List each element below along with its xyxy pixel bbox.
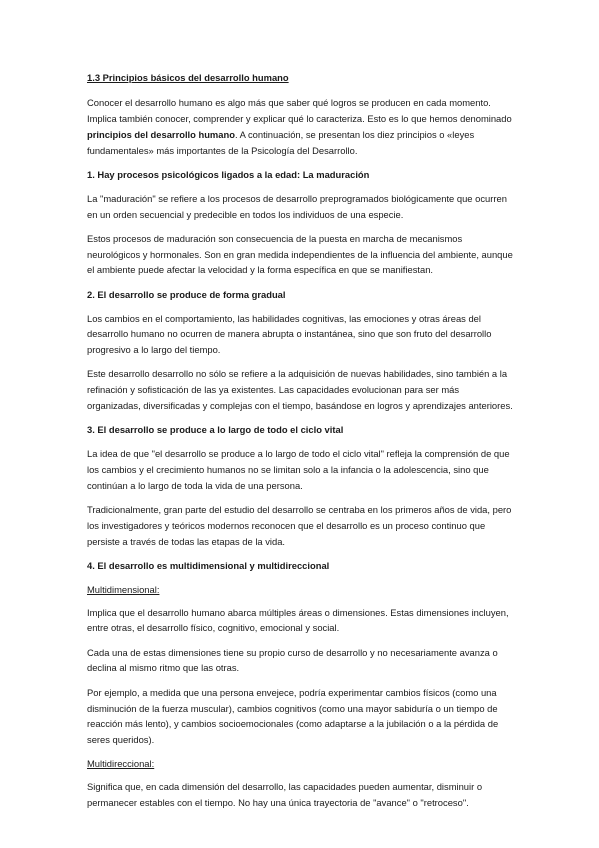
principle-2-heading: 2. El desarrollo se produce de forma gradual	[87, 288, 286, 300]
principle-4-paragraph-3: Por ejemplo, a medida que una persona envejece, podría experimentar cambios físicos (como una disminución de la fuerza muscular), cambios cognitivos (como una mayor sabiduría o un tiempo de reacción más lento), y cambios socioemocionales (como adaptarse a la jubilación o a la pérdida de seres queridos).	[87, 686, 499, 746]
document-page	[87, 70, 513, 819]
principle-2-paragraph-1: Los cambios en el comportamiento, las habilidades cognitivas, las emociones y otras áreas del desarrollo humano no ocurren de manera abrupta o instantánea, sino que son fruto del desarrollo progresivo a lo largo del tiempo.	[87, 312, 492, 356]
principle-1-paragraph-2: Estos procesos de maduración son consecuencia de la puesta en marcha de mecanismos neurológicos y hormonales. Son en gran medida independientes de la influencia del ambiente, aunque el ambiente puede afectar la velocidad y la forma específica en que se manifiestan.	[87, 232, 513, 276]
section-title: 1.3 Principios básicos del desarrollo humano	[87, 72, 289, 83]
principle-1-heading: 1. Hay procesos psicológicos ligados a la edad: La maduración	[87, 168, 370, 180]
principle-3-paragraph-2: Tradicionalmente, gran parte del estudio del desarrollo se centraba en los primeros años de vida, pero los investigadores y teóricos modernos reconocen que el desarrollo es un proceso continuo que persiste a través de todas las etapas de la vida.	[87, 504, 512, 547]
principle-4-heading: 4. El desarrollo es multidimensional y multidireccional	[87, 559, 330, 571]
principle-2-paragraph-2: Este desarrollo desarrollo no sólo se refiere a la adquisición de nuevas habilidades, sino también a la refinación y sofisticación de las ya existentes. Las capacidades evolucionan para ser más organizadas, diversificadas y complejas con el tiempo, basándose en logros y aprendizajes anteriores.	[87, 368, 513, 412]
principle-3-paragraph-1: La idea de que "el desarrollo se produce a lo largo de todo el ciclo vital" refleja la comprensión de que los cambios y el crecimiento humanos no se limitan solo a la infancia o la adolescencia, sino que continúan a lo largo de toda la vida de una persona.	[87, 448, 510, 491]
multidireccional-subheading: Multidireccional:	[87, 758, 155, 770]
multidimensional-subheading: Multidimensional:	[87, 583, 160, 595]
principle-3-heading: 3. El desarrollo se produce a lo largo de todo el ciclo vital	[87, 424, 344, 436]
principle-1-paragraph-1: La "maduración" se refiere a los procesos de desarrollo preprogramados biológicamente que ocurren en un orden secuencial y predecible en todos los individuos de una especie.	[87, 192, 507, 220]
principle-4-paragraph-4: Significa que, en cada dimensión del desarrollo, las capacidades pueden aumentar, disminuir o permanecer estables con el tiempo. No hay una única trayectoria de "avance" o "retroceso".	[87, 781, 483, 808]
principle-4-paragraph-2: Cada una de estas dimensiones tiene su propio curso de desarrollo y no necesariamente avanza o declina al mismo ritmo que las otras.	[87, 646, 498, 674]
principle-4-paragraph-1: Implica que el desarrollo humano abarca múltiples áreas o dimensiones. Estas dimensiones incluyen, entre otras, el desarrollo físico, cognitivo, emocional y social.	[87, 606, 509, 634]
intro-text-1: Conocer el desarrollo humano es algo más que saber qué logros se producen en cada momento. Implica también conocer, comprender y explicar qué lo caracteriza. Esto es lo que hemos denominado	[87, 97, 512, 125]
intro-bold-term: principios del desarrollo humano	[87, 128, 235, 140]
intro-paragraph	[87, 95, 513, 158]
intro-text-2: . A continuación, se presentan los diez principios o «leyes fundamentales» más importantes de la Psicología del Desarrollo.	[87, 128, 475, 156]
